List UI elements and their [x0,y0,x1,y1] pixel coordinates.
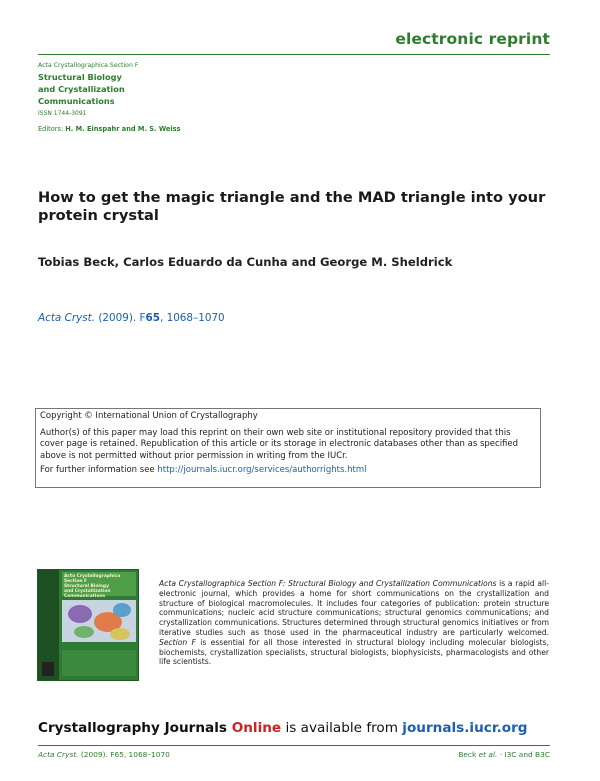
journal-name-line-3: Communications [38,96,115,106]
footer-topic: · I3C and B3C [497,750,550,759]
copyright-text: Author(s) of this paper may load this reprint on their own web site or institutional repository provided that this cover page is retained. Republication of this article or its storage in electronic databases other than as specified above is not permitted without prior permission in writing from the IUCr. [40,427,519,461]
journal-blurb [159,579,549,667]
cover-title [64,574,138,599]
blurb-section-f: Section F [159,637,196,647]
citation-pages: , 1068–1070 [159,312,225,324]
journal-cover-image [37,569,139,681]
citation-volume-prefix: F [139,312,146,324]
copyright-further [40,465,536,477]
journals-online-line [38,720,528,736]
cover-illustration-graphic [62,600,136,642]
cover-title-line-1: Acta Crystallographica Section F [64,574,121,584]
journal-section-line: Acta Crystallographica Section F [38,62,139,69]
footer-journal: Acta Cryst. [38,750,79,759]
cover-illustration [62,600,136,642]
footer-divider [38,745,550,746]
copyright-line: Copyright © International Union of Crystallography [40,411,258,421]
online-mid: is available from [281,720,403,736]
footer-running-head [458,750,550,759]
citation-year: (2009). [98,312,137,324]
cover-title-line-4: Communications [64,594,106,599]
article-citation-link[interactable] [38,312,225,324]
footer-etal: et al. [478,750,498,759]
editors-names: H. M. Einspahr and M. S. Weiss [65,125,181,133]
blurb-tail: is essential for all those interested in structural biology including molecular biologists, biochemists, crystallization specialists, structural biologists, biophysicists, pharmacologists and other life scientists. [159,637,550,667]
editors-label: Editors: [38,125,64,133]
footer-citation [38,750,170,759]
article-title: How to get the magic triangle and the MAD triangle into your protein crystal [38,189,546,224]
copyright-further-label: For further information see [40,465,158,476]
reprint-banner [38,30,550,55]
issn: ISSN 1744-3091 [38,110,87,117]
citation-volume: 65 [145,312,160,324]
article-authors: Tobias Beck, Carlos Eduardo da Cunha and George M. Sheldrick [38,255,453,269]
citation-journal: Acta Cryst. [38,312,96,324]
copyright-box [35,408,541,488]
cover-footer-band [62,650,136,676]
cover-title-line-3: and Crystallization [64,589,111,594]
cover-title-line-2: Structural Biology [64,584,109,589]
journal-name-line-2: and Crystallization [38,84,125,94]
journal-name [38,71,125,107]
online-prefix: Crystallography Journals [38,720,232,736]
authorrights-link[interactable]: http://journals.iucr.org/services/authorrights.html [157,465,367,476]
journal-name-line-1: Structural Biology [38,72,122,82]
blurb-body: is a rapid all-electronic journal, which provides a home for short communications on the crystallization and structure of biological macromolecules. It includes four categories of publication: protein structure communications; nucleic acid structure communications; structural genomics communications; and crystallization communications. Structures determined through structural genomics initiatives or from iterative studies such as those used in the pharmaceutical industry are particularly welcomed. [159,579,550,637]
cover-logo [42,662,54,676]
editors [38,125,180,133]
journals-site-link[interactable]: journals.iucr.org [402,720,528,736]
online-word: Online [231,720,282,736]
banner-text: electronic reprint [395,30,550,48]
footer-citation-rest: (2009). F65, 1068–1070 [78,750,170,759]
blurb-journal-name: Acta Crystallographica Section F: Structural Biology and Crystallization Communications [159,579,497,588]
footer-authors: Beck [458,750,479,759]
